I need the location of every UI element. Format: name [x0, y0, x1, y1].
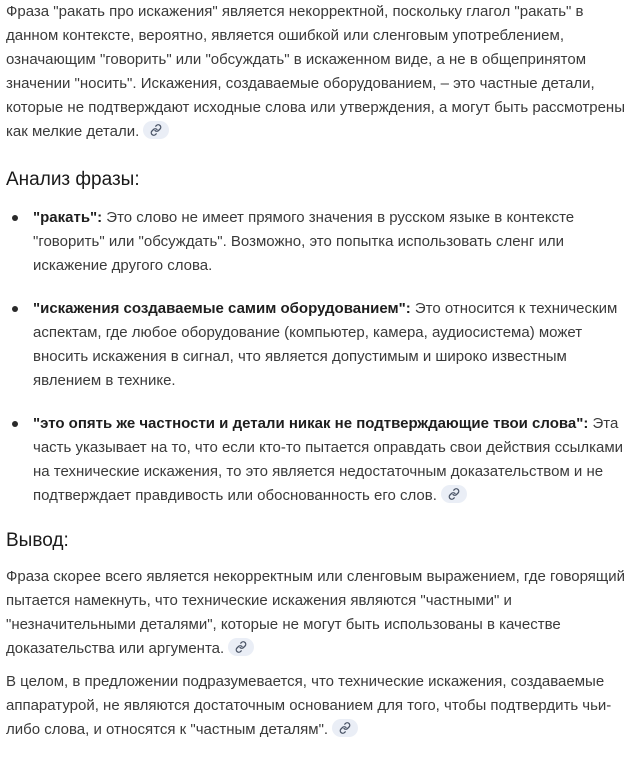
list-item-text: Это относится к техническим аспектам, где любое оборудование (компьютер, камера, аудиосистема) может вносить искажения в сигнал, что является допустимым и широко известным явлением в технике.: [33, 300, 618, 389]
bullet-icon: [12, 215, 18, 221]
analysis-heading: Анализ фразы:: [6, 169, 140, 190]
summary-text: В целом, в предложении подразумевается, что технические искажения, создаваемые аппаратурой, не являются достаточным основанием для того, чтобы подтвердить чьи-либо слова, и относятся к "частным деталям".: [6, 673, 612, 738]
summary-paragraph: [6, 670, 630, 742]
list-item-term: "ракать":: [33, 209, 103, 226]
analysis-list: [6, 206, 630, 508]
conclusion-text: Фраза скорее всего является некорректным или сленговым выражением, где говорящий пытается намекнуть, что технические искажения являются "частными" и "незначительными деталями", которые не могут быть использованы в качестве доказательства или аргумента.: [6, 568, 626, 657]
link-icon: [150, 124, 162, 136]
conclusion-paragraph: [6, 565, 630, 661]
list-item-term: "это опять же частности и детали никак не подтверждающие твои слова":: [33, 415, 589, 432]
list-item: [6, 297, 630, 393]
link-icon: [339, 722, 351, 734]
conclusion-heading: Вывод:: [6, 530, 69, 551]
link-icon: [448, 488, 460, 500]
link-icon: [235, 641, 247, 653]
source-link-button[interactable]: [332, 719, 358, 737]
source-link-button[interactable]: [143, 121, 169, 139]
source-link-button[interactable]: [228, 638, 254, 656]
bullet-icon: [12, 306, 18, 312]
list-item-term: "искажения создаваемые самим оборудованием":: [33, 300, 411, 317]
intro-paragraph: [6, 0, 630, 144]
source-link-button[interactable]: [441, 485, 467, 503]
list-item: [6, 206, 630, 278]
list-item: [6, 412, 630, 508]
bullet-icon: [12, 421, 18, 427]
list-item-text: Эта часть указывает на то, что если кто-то пытается оправдать свои действия ссылками на технические искажения, то это является недостаточным доказательством и не подтверждает правдивость или обоснованность его слов.: [33, 415, 624, 504]
intro-text: Фраза "ракать про искажения" является некорректной, поскольку глагол "ракать" в данном контексте, вероятно, является ошибкой или сленговым употреблением, означающим "говорить" или "обсуждать" в искаженном виде, а не в общепринятом значении "носить". Искажения, создаваемые оборудованием, – это частные детали, которые не подтверждают исходные слова или утверждения, а могут быть рассмотрены как мелкие детали.: [6, 3, 625, 140]
list-item-text: Это слово не имеет прямого значения в русском языке в контексте "говорить" или "обсуждать". Возможно, это попытка использовать сленг или искажение другого слова.: [33, 209, 575, 274]
